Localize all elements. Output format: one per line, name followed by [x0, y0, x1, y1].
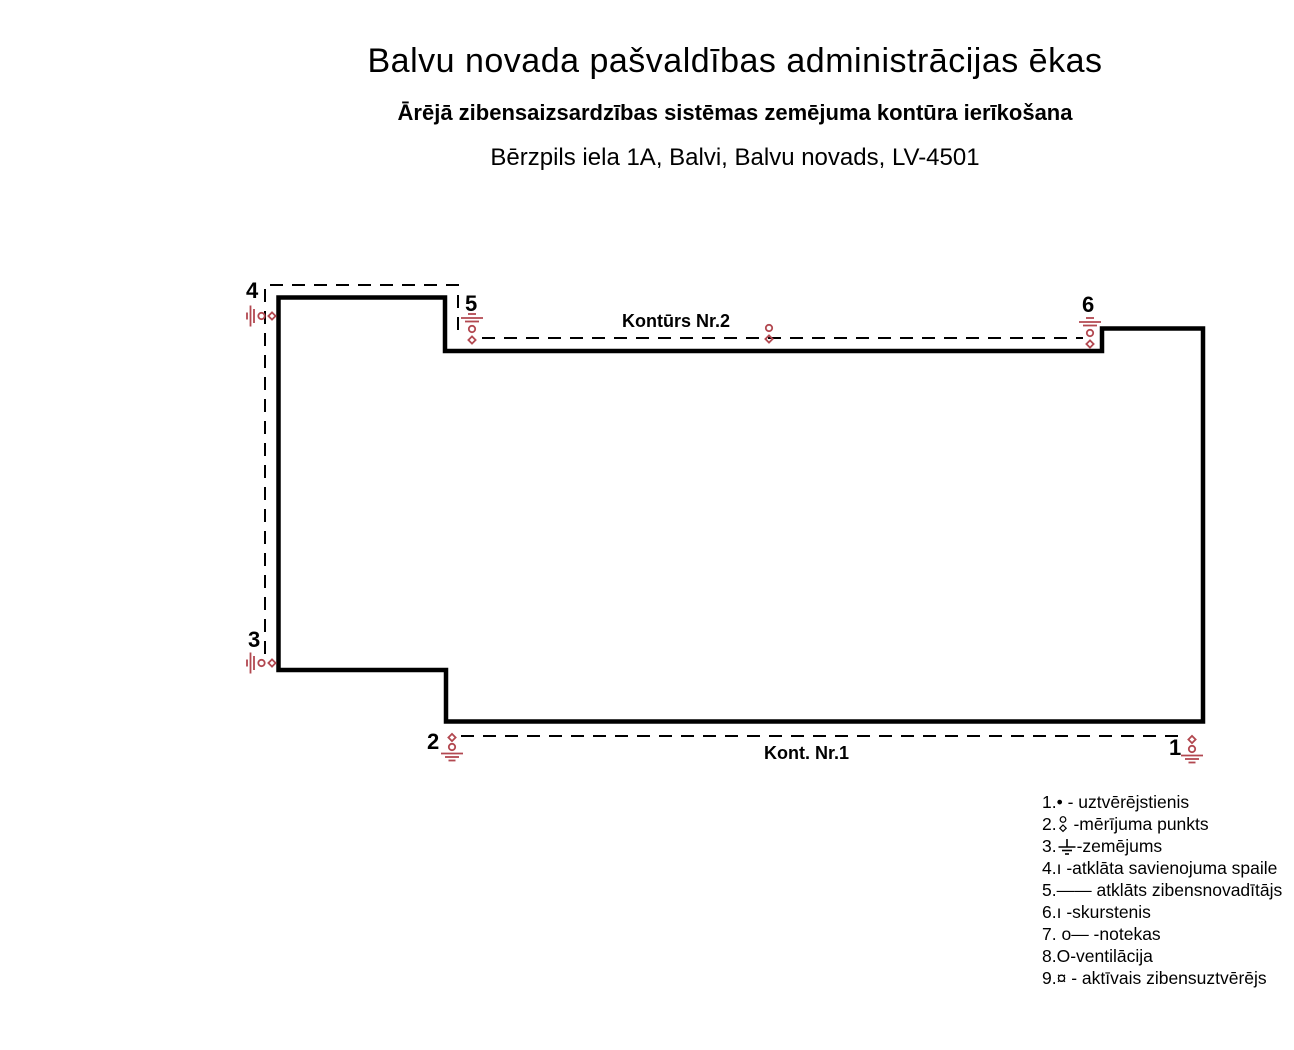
legend-item-2	[1042, 813, 1292, 835]
ground-measurement-symbol-3-icon	[247, 653, 276, 674]
grounding-icon	[1058, 839, 1076, 855]
measurement-point-icon	[1058, 815, 1068, 833]
legend-item-2-label: -mērījuma punkts	[1068, 814, 1209, 834]
legend-item-3-prefix: 3.	[1042, 836, 1057, 856]
point-label-5: 5	[465, 291, 478, 316]
legend-item-4: 4.ı -atklāta savienojuma spaile	[1042, 858, 1278, 878]
contour-2-label: Kontūrs Nr.2	[622, 311, 731, 331]
point-label-3: 3	[248, 627, 261, 652]
point-label-2: 2	[427, 729, 440, 754]
point-label-6: 6	[1082, 292, 1095, 317]
legend	[1042, 791, 1292, 989]
legend-item-1: 1.• - uztvērējstienis	[1042, 792, 1190, 812]
page-title: Balvu novada pašvaldības administrācijas ēkas	[367, 42, 1103, 80]
legend-item-3-label: -zemējums	[1076, 836, 1163, 856]
ground-measurement-symbol-4-icon	[247, 306, 276, 327]
legend-item-5: 5.—— atklāts zibensnovadītājs	[1042, 880, 1283, 900]
ground-measurement-symbol-5-icon	[461, 314, 483, 344]
legend-item-9: 9.¤ - aktīvais zibensuztvērējs	[1042, 968, 1267, 988]
building-outline	[279, 298, 1204, 722]
page-subtitle: Ārējā zibensaizsardzības sistēmas zemējuma kontūra ierīkošana	[397, 100, 1073, 125]
page-address: Bērzpils iela 1A, Balvi, Balvu novads, LV-4501	[490, 144, 980, 171]
legend-item-2-prefix: 2.	[1042, 814, 1057, 834]
contour-1-label: Kont. Nr.1	[764, 743, 850, 763]
point-label-1: 1	[1169, 735, 1182, 760]
ground-measurement-symbol-1-icon	[1181, 736, 1203, 763]
measurement-point-mid-icon	[765, 325, 772, 343]
legend-item-6: 6.ı -skurstenis	[1042, 902, 1151, 922]
contour-2-dashed-left	[265, 285, 458, 654]
legend-item-7: 7. o— -notekas	[1042, 924, 1161, 944]
legend-item-8: 8.O-ventilācija	[1042, 946, 1153, 966]
point-label-4: 4	[246, 278, 259, 303]
ground-measurement-symbol-6-icon	[1079, 318, 1101, 348]
ground-measurement-symbol-2-icon	[441, 734, 463, 761]
legend-item-3	[1042, 835, 1292, 857]
